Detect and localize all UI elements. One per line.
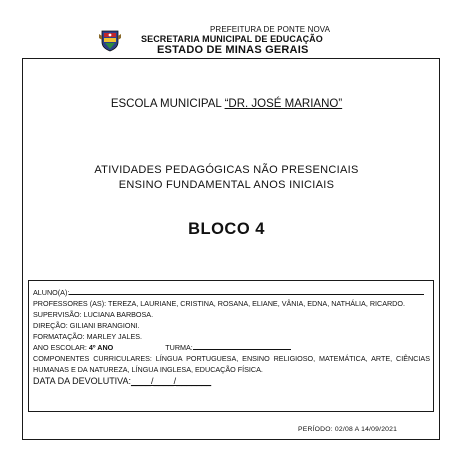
- coat-of-arms-icon: [98, 28, 122, 52]
- teachers-line: PROFESSORES (AS): TEREZA, LAURIANE, CRISTINA, ROSANA, ELIANE, VÂNIA, EDNA, NATHÁLIA, RICARDO.: [33, 299, 405, 308]
- supervision-line: SUPERVISÃO: LUCIANA BARBOSA.: [33, 310, 154, 319]
- return-date-field[interactable]: ____/____/_______: [131, 376, 212, 386]
- school-name: “DR. JOSÉ MARIANO”: [224, 98, 343, 110]
- student-info-box: [28, 280, 434, 412]
- school-prefix: ESCOLA MUNICIPAL: [110, 98, 225, 110]
- school-year-row: [33, 342, 430, 353]
- return-date-label: DATA DA DEVOLUTIVA:: [33, 376, 132, 386]
- direction-line: DIREÇÃO: GILIANI BRANGIONI.: [33, 321, 140, 330]
- school-year-value: 4º ANO: [88, 343, 114, 352]
- education-secretariat: SECRETARIA MUNICIPAL DE EDUCAÇÃO: [141, 34, 323, 44]
- activities-heading: [0, 163, 453, 193]
- city-hall-name: PREFEITURA DE PONTE NOVA: [210, 25, 331, 34]
- return-date-row: [33, 375, 430, 387]
- class-label: TURMA:: [165, 343, 193, 352]
- activities-line-1: ATIVIDADES PEDAGÓGICAS NÃO PRESENCIAIS: [94, 164, 359, 176]
- block-title: BLOCO 4: [188, 220, 265, 238]
- student-name-row: [33, 287, 430, 298]
- activities-line-2: ENSINO FUNDAMENTAL ANOS INICIAIS: [118, 179, 335, 191]
- school-year-label: ANO ESCOLAR:: [33, 343, 89, 352]
- period-label: PERÍODO: 02/08 A 14/09/2021: [298, 426, 398, 433]
- formatting-line: FORMATAÇÃO: MARLEY JALES.: [33, 332, 143, 341]
- state-name: ESTADO DE MINAS GERAIS: [157, 44, 309, 56]
- school-heading: [0, 98, 453, 111]
- student-name-field[interactable]: [69, 287, 424, 295]
- class-field[interactable]: [193, 342, 291, 350]
- student-name-label: ALUNO(A):: [33, 288, 70, 297]
- curricular-components-line: COMPONENTES CURRICULARES: LÍNGUA PORTUGUESA, ENSINO RELIGIOSO, MATEMÁTICA, ARTE, CIÊNCIAS HUMANAS E DA NATUREZA, LÍNGUA INGLESA, EDUCAÇÃO FÍSICA.: [33, 354, 430, 374]
